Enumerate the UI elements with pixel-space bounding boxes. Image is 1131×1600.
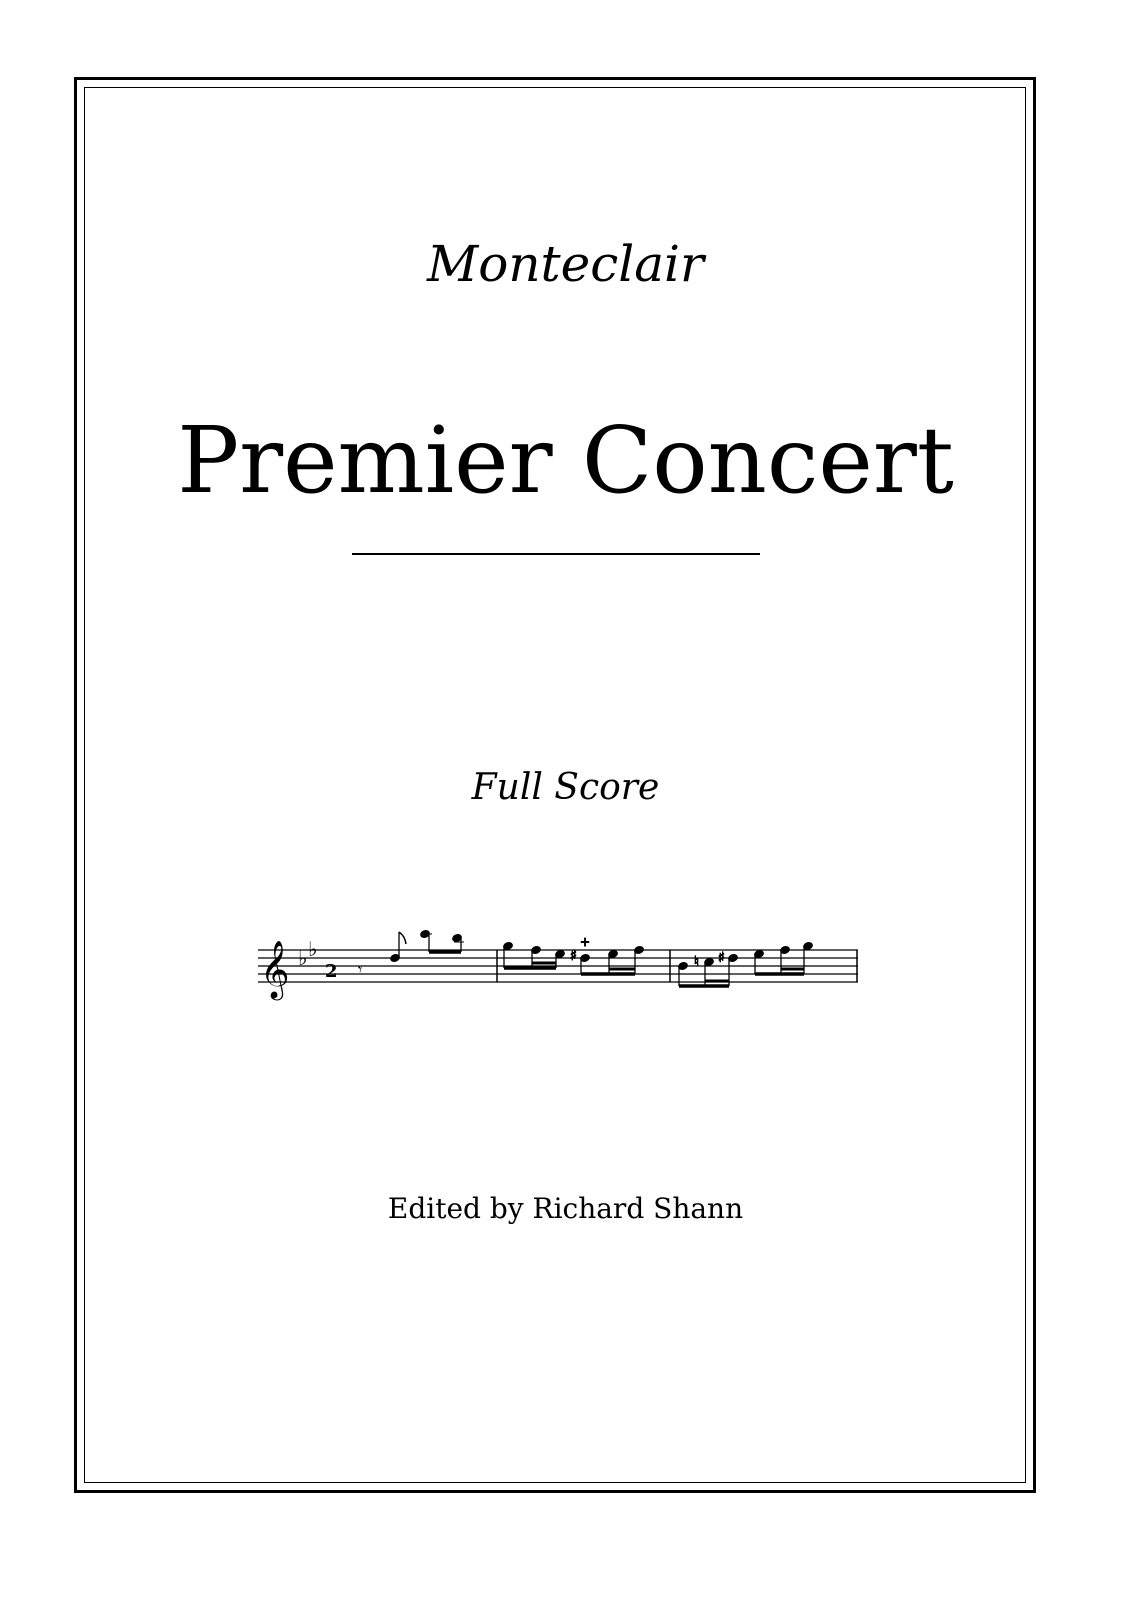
svg-text:♯: ♯ [718, 950, 725, 966]
work-title: Premier Concert [177, 407, 954, 514]
title-rule [352, 553, 760, 555]
composer-name: Monteclair [427, 235, 704, 293]
treble-clef-icon: 𝄞 [260, 940, 290, 998]
svg-text:+: + [580, 935, 591, 949]
svg-text:♯: ♯ [570, 948, 577, 964]
svg-text:♮: ♮ [694, 954, 700, 970]
measure-2 [503, 935, 645, 974]
measure-3 [678, 941, 814, 986]
flat-icon: ♭ [298, 946, 308, 970]
editor-credit: Edited by Richard Shann [387, 1192, 744, 1225]
musical-incipit [258, 920, 868, 1020]
eighth-rest-icon: 𝄾 [358, 960, 363, 979]
flat-icon: ♭ [308, 937, 318, 961]
score-type: Full Score [471, 767, 660, 808]
time-signature: 2 [325, 961, 338, 982]
